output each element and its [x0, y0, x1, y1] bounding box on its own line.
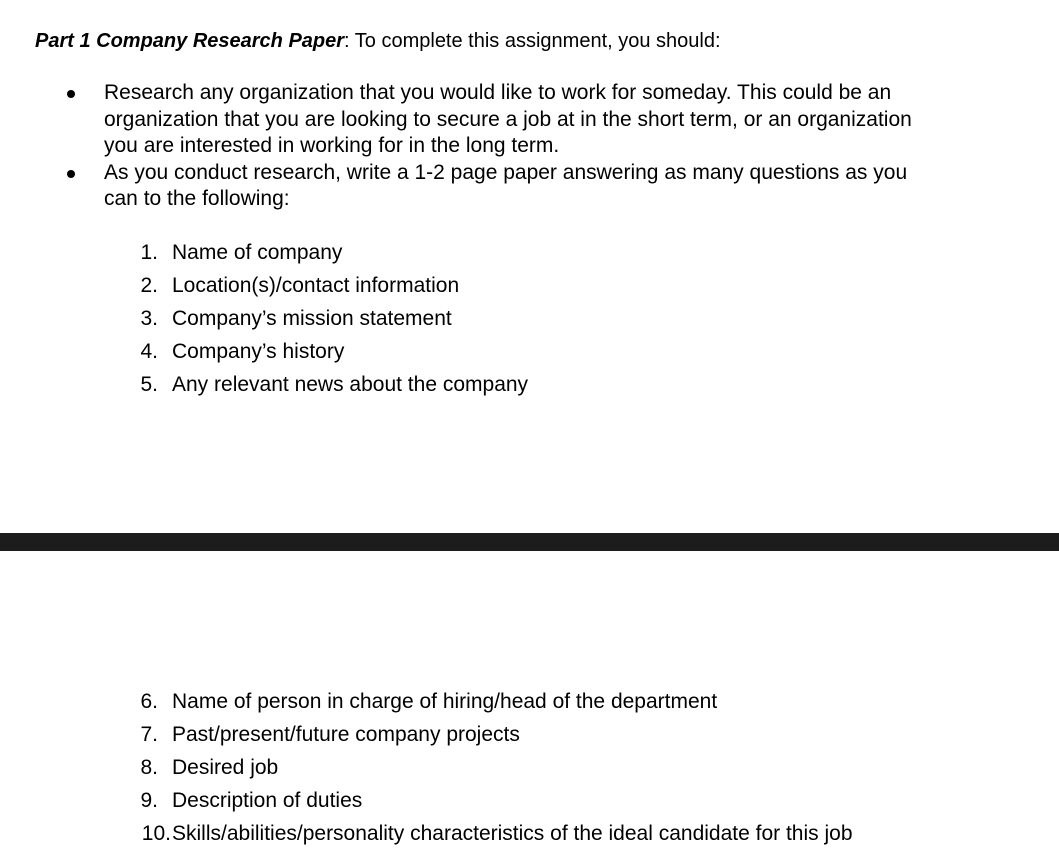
question-list-part-2	[0, 689, 1059, 854]
list-text: Company’s history	[172, 340, 345, 363]
list-item	[0, 339, 1059, 372]
bullet-text: Research any organization that you would like to work for someday. This could be an organization that you are looking to secure a job at in the short term, or an organization you are interested in working for in the long term.	[104, 81, 912, 157]
list-text: Desired job	[172, 756, 279, 779]
list-text: Past/present/future company projects	[172, 723, 520, 746]
bullet-icon	[67, 170, 75, 178]
bullet-item	[0, 80, 934, 160]
list-number: 4.	[140, 340, 158, 363]
list-item	[0, 306, 1059, 339]
list-item	[0, 372, 1059, 405]
bullet-item	[0, 160, 934, 213]
list-text: Company’s mission statement	[172, 307, 452, 330]
list-number: 8.	[140, 756, 158, 779]
list-number: 6.	[140, 690, 158, 713]
list-number: 5.	[140, 373, 158, 396]
list-text: Description of duties	[172, 789, 363, 812]
list-item	[0, 788, 1059, 821]
list-number: 7.	[140, 723, 158, 746]
question-list-part-1	[0, 240, 1059, 405]
list-number: 1.	[140, 241, 158, 264]
list-number: 3.	[140, 307, 158, 330]
list-item	[0, 273, 1059, 306]
list-item	[0, 821, 1059, 854]
list-number: 10.	[141, 822, 171, 845]
assignment-heading	[35, 29, 721, 53]
list-text: Location(s)/contact information	[172, 274, 460, 297]
list-number: 2.	[140, 274, 158, 297]
list-number: 9.	[140, 789, 158, 812]
list-item	[0, 240, 1059, 273]
bullet-list	[0, 80, 1059, 213]
list-item	[0, 755, 1059, 788]
bullet-icon	[67, 90, 75, 98]
page-break-bar	[0, 533, 1059, 551]
list-item	[0, 722, 1059, 755]
assignment-title: Part 1 Company Research Paper	[35, 30, 345, 52]
list-text: Skills/abilities/personality characteristics of the ideal candidate for this job	[172, 822, 853, 845]
assignment-instruction: : To complete this assignment, you should:	[344, 30, 721, 52]
list-item	[0, 689, 1059, 722]
bullet-text: As you conduct research, write a 1-2 page paper answering as many questions as you can to the following:	[104, 160, 908, 210]
list-text: Name of company	[172, 241, 343, 264]
list-text: Name of person in charge of hiring/head of the department	[172, 690, 718, 713]
list-text: Any relevant news about the company	[172, 373, 529, 396]
